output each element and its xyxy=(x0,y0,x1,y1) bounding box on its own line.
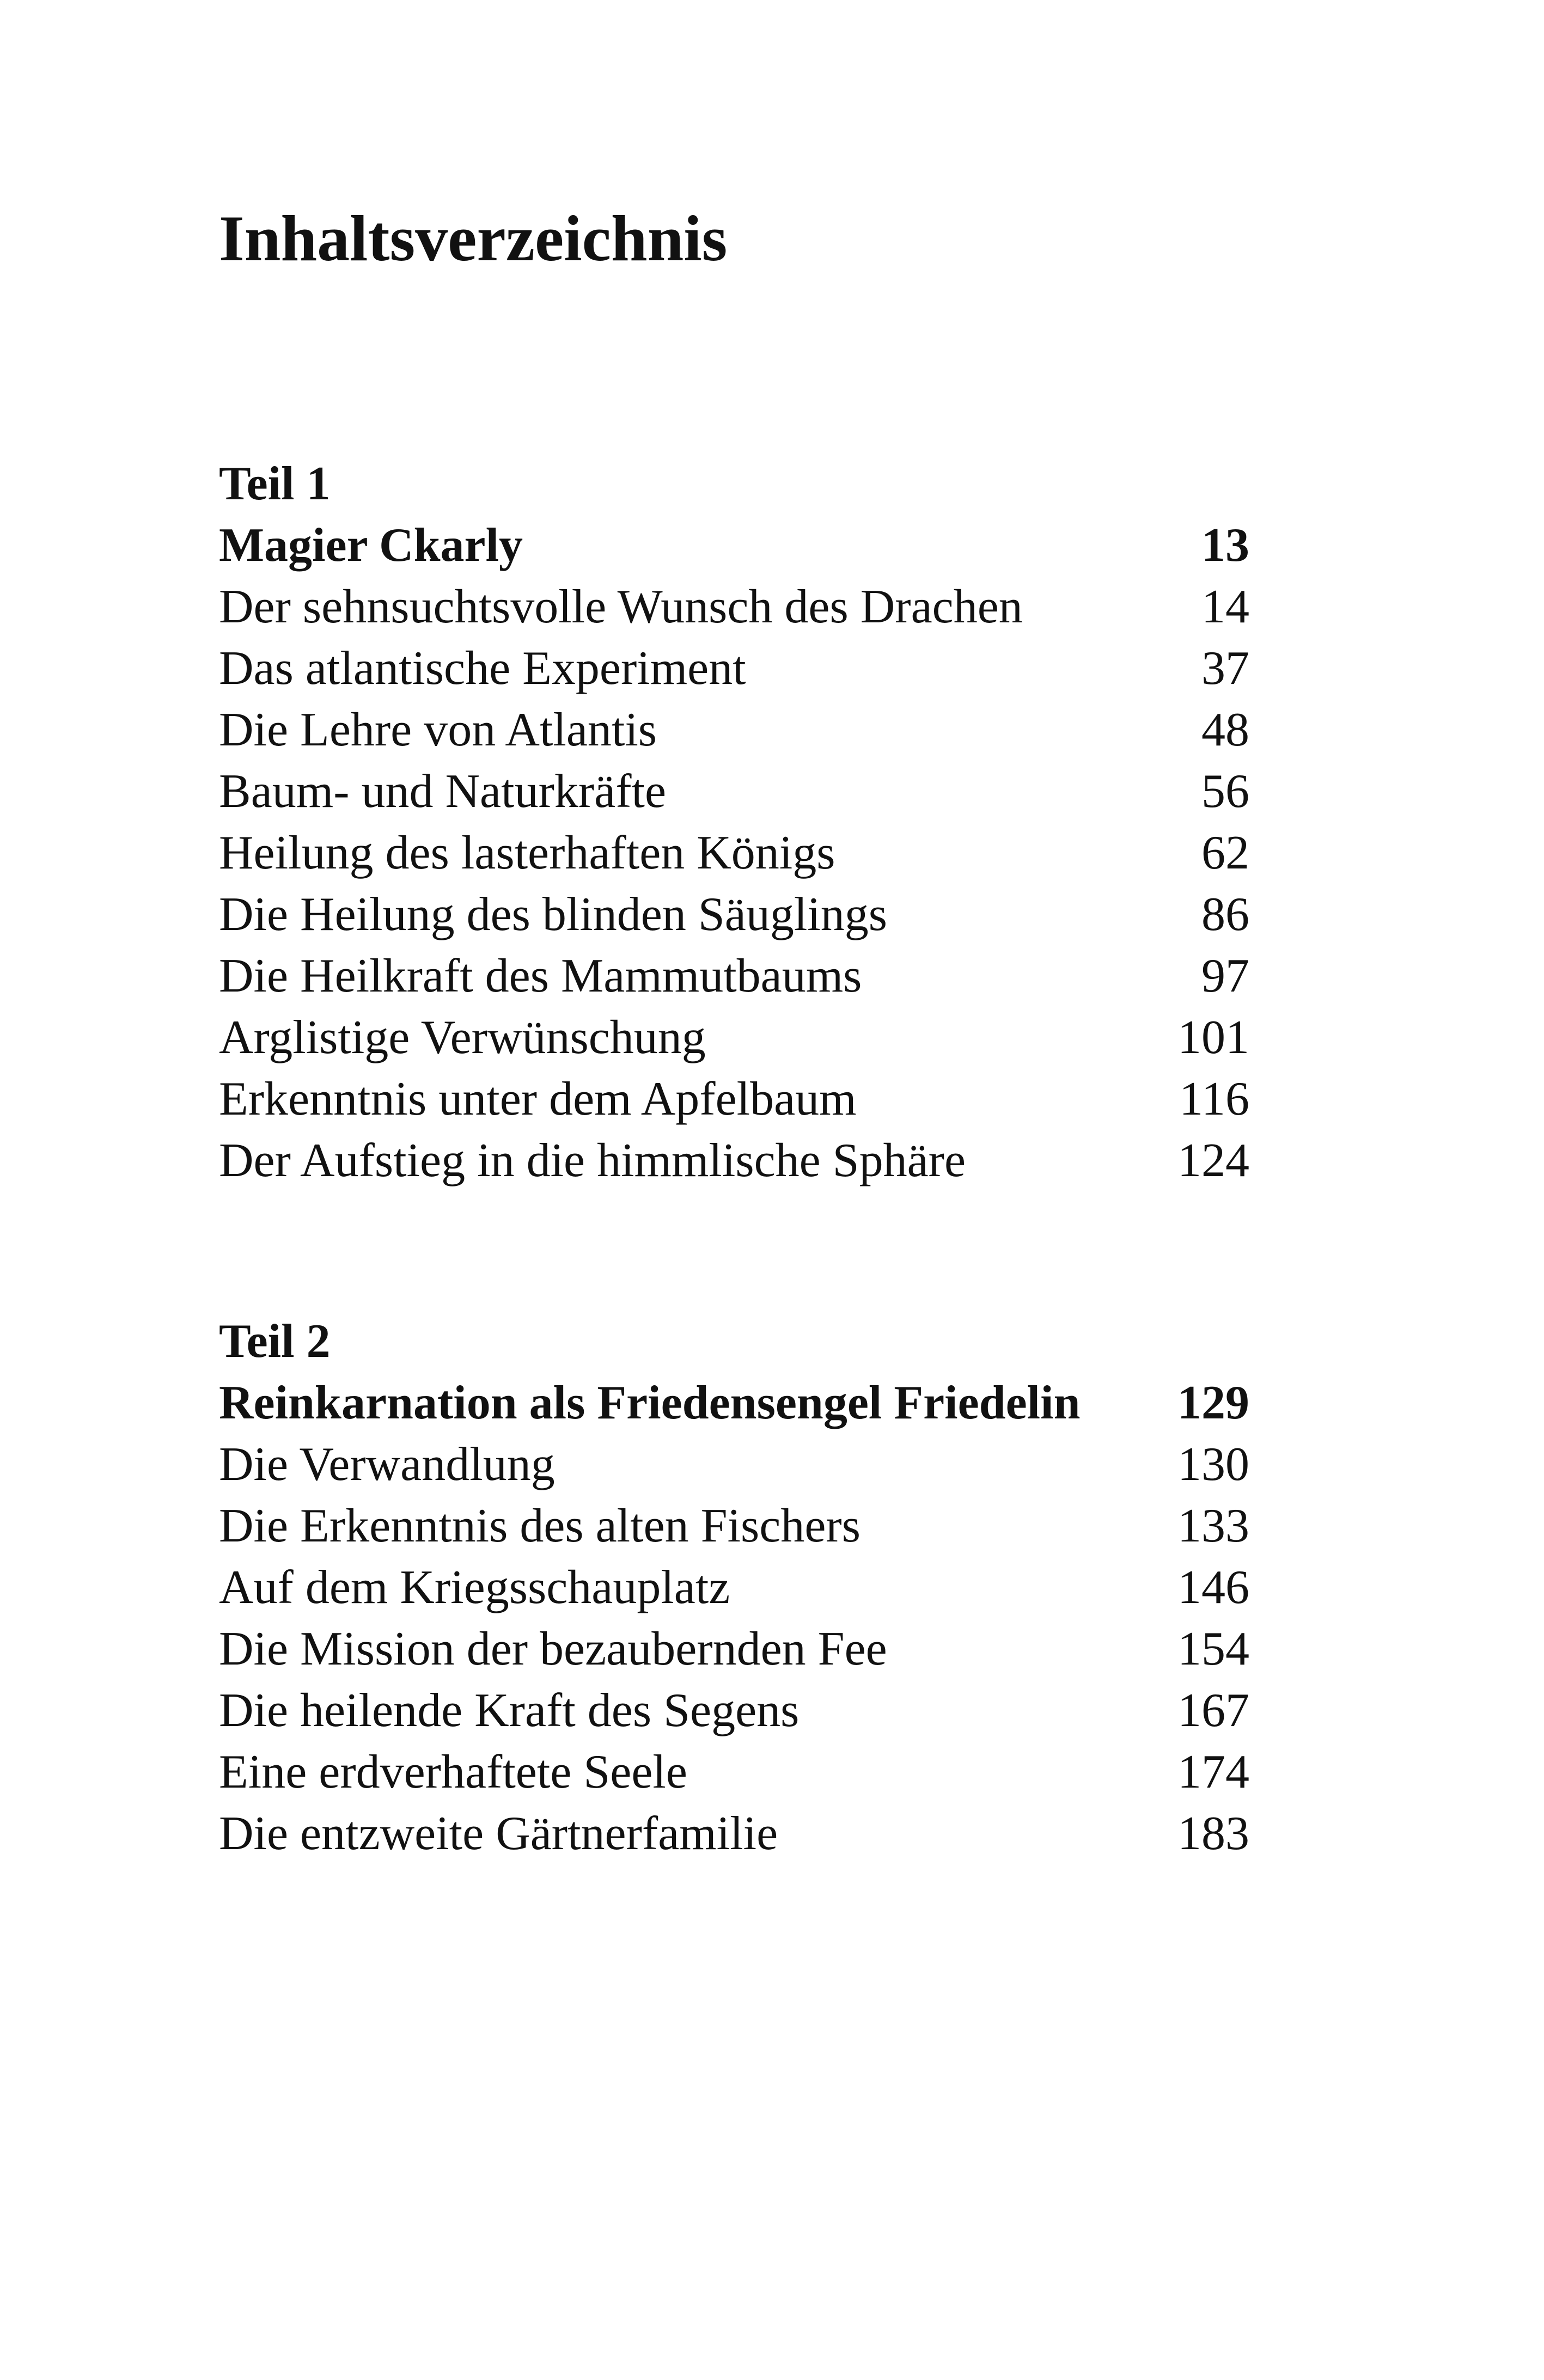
entry-page-number: 130 xyxy=(1177,1438,1249,1491)
entry-page-number: 37 xyxy=(1201,642,1249,695)
entry-title: Die Lehre von Atlantis xyxy=(219,703,657,756)
toc-part-2 xyxy=(219,1311,1249,1864)
part-label xyxy=(219,453,1249,515)
entry-page-number: 48 xyxy=(1201,703,1249,756)
entry-page-number: 56 xyxy=(1201,765,1249,818)
toc-entry xyxy=(219,1068,1249,1130)
entry-page-number: 101 xyxy=(1177,1011,1249,1064)
part-heading-entry xyxy=(219,515,1249,576)
toc-entry xyxy=(219,1557,1249,1618)
entry-page-number: 124 xyxy=(1177,1134,1249,1187)
entry-title: Magier Ckarly xyxy=(219,519,523,572)
entry-page-number: 146 xyxy=(1177,1561,1249,1614)
toc-entry xyxy=(219,1741,1249,1803)
entry-page-number: 183 xyxy=(1177,1807,1249,1860)
toc-part-1 xyxy=(219,453,1249,1191)
entry-title: Die Erkenntnis des alten Fischers xyxy=(219,1500,861,1552)
entry-page-number: 133 xyxy=(1177,1500,1249,1552)
part-label-text: Teil 1 xyxy=(219,457,331,510)
part-label-text: Teil 2 xyxy=(219,1315,331,1368)
entry-title: Reinkarnation als Friedensengel Friedelin xyxy=(219,1376,1081,1429)
entry-page-number: 154 xyxy=(1177,1623,1249,1675)
entry-page-number: 13 xyxy=(1201,519,1249,572)
toc-entry xyxy=(219,1495,1249,1557)
toc-title: Inhaltsverzeichnis xyxy=(219,202,728,274)
entry-title: Die Verwandlung xyxy=(219,1438,555,1491)
toc-entry xyxy=(219,1803,1249,1864)
entry-title: Das atlantische Experiment xyxy=(219,642,746,695)
entry-page-number: 97 xyxy=(1201,950,1249,1002)
entry-title: Heilung des lasterhaften Königs xyxy=(219,827,835,879)
toc-entry xyxy=(219,1618,1249,1680)
toc-entry xyxy=(219,576,1249,638)
entry-page-number: 167 xyxy=(1177,1684,1249,1737)
entry-title: Eine erdverhaftete Seele xyxy=(219,1746,687,1798)
toc-entry xyxy=(219,884,1249,945)
entry-page-number: 14 xyxy=(1201,580,1249,633)
entry-title: Arglistige Verwünschung xyxy=(219,1011,706,1064)
entry-title: Auf dem Kriegsschauplatz xyxy=(219,1561,730,1614)
toc-entry xyxy=(219,761,1249,822)
toc-entry xyxy=(219,822,1249,884)
entry-page-number: 86 xyxy=(1201,888,1249,941)
entry-page-number: 62 xyxy=(1201,827,1249,879)
entry-title: Der Aufstieg in die himmlische Sphäre xyxy=(219,1134,966,1187)
entry-title: Baum- und Naturkräfte xyxy=(219,765,667,818)
toc-entry xyxy=(219,1130,1249,1191)
entry-title: Die Heilung des blinden Säuglings xyxy=(219,888,887,941)
part-label xyxy=(219,1311,1249,1372)
entry-title: Die Mission der bezaubernden Fee xyxy=(219,1623,887,1675)
toc-entry xyxy=(219,699,1249,761)
toc-entry xyxy=(219,1007,1249,1068)
toc-entry xyxy=(219,638,1249,699)
entry-title: Erkenntnis unter dem Apfelbaum xyxy=(219,1073,857,1125)
toc-entry xyxy=(219,1680,1249,1741)
entry-title: Die heilende Kraft des Segens xyxy=(219,1684,800,1737)
entry-title: Der sehnsuchtsvolle Wunsch des Drachen xyxy=(219,580,1023,633)
entry-page-number: 174 xyxy=(1177,1746,1249,1798)
toc-entry xyxy=(219,945,1249,1007)
entry-page-number: 129 xyxy=(1177,1376,1249,1429)
entry-page-number: 116 xyxy=(1179,1073,1249,1125)
entry-title: Die entzweite Gärtnerfamilie xyxy=(219,1807,778,1860)
toc-entry xyxy=(219,1434,1249,1495)
part-heading-entry xyxy=(219,1372,1249,1434)
entry-title: Die Heilkraft des Mammutbaums xyxy=(219,950,862,1002)
